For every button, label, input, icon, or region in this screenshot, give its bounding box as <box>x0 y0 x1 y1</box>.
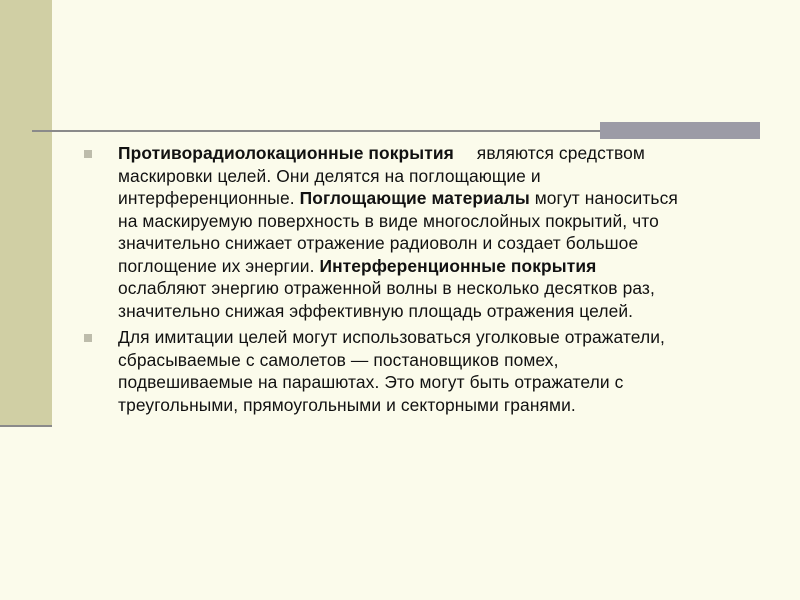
bullet-text <box>118 142 684 322</box>
term-radar-coatings: Противорадиолокационные покрытия <box>118 143 454 163</box>
bullet-square-icon <box>84 150 92 158</box>
left-decor-band <box>0 0 52 425</box>
bullet-text: Для имитации целей могут использоваться уголковые отражатели, сбрасываемые с самолетов — постановщиков помех, подвешиваемые на парашютах. Это могут быть отражатели с треугольными, прямоугольными и секторными гранями. <box>118 327 665 415</box>
term-absorbing-materials: Поглощающие материалы <box>299 188 530 208</box>
bullet-square-icon <box>84 334 92 342</box>
text-segment: могут наноситься на маскируемую поверхность в виде многослойных покрытий, что значительно снижает отражение радиоволн и создает большое поглощение их энергии. <box>118 188 678 276</box>
term-interference-coatings: Интерференционные покрытия <box>319 255 597 276</box>
bullet-item <box>84 142 684 322</box>
left-decor-line <box>0 425 52 427</box>
bullet-item <box>84 326 684 416</box>
divider-accent-block <box>600 122 760 139</box>
slide-body <box>84 142 684 420</box>
text-segment: являются средством маскировки целей. Они делятся на поглощающие и интерференционные. <box>118 143 645 208</box>
text-segment: ослабляют энергию отраженной волны в несколько десятков раз, значительно снижая эффективную площадь отражения целей. <box>118 278 655 321</box>
